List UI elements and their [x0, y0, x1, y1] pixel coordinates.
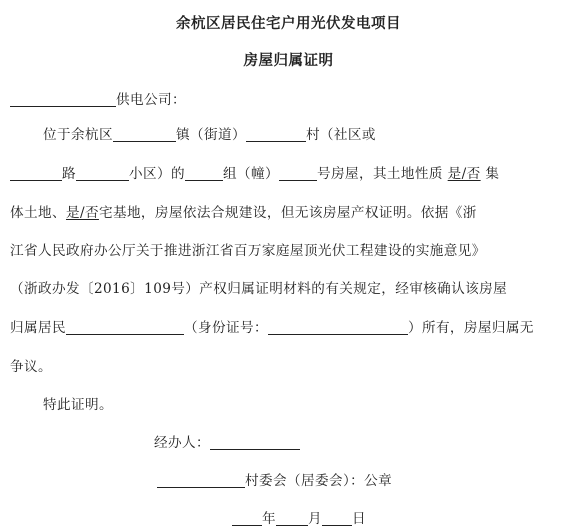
signer-blank[interactable]: [210, 434, 300, 450]
addressee-label: 供电公司：: [116, 92, 186, 108]
regulation-text: （浙政办发〔2016〕109号）产权归属证明材料的有关规定，经审核确认该房屋: [10, 281, 508, 297]
compliance-text: 宅基地，房屋依法合规建设，但无该房屋产权证明。依据《浙: [98, 205, 477, 221]
ownership-text: ）所有，房屋归属无: [407, 320, 534, 336]
village-label: 村（社区或: [305, 127, 376, 143]
group-blank[interactable]: [185, 165, 223, 181]
month-blank[interactable]: [276, 510, 308, 526]
body-line-5: [10, 239, 486, 259]
land-nature-label: 号房屋，其土地性质: [316, 166, 443, 182]
resident-label: 归属居民: [10, 320, 66, 336]
year-label: 年: [262, 511, 276, 527]
land-type-label: 体土地、: [10, 205, 66, 221]
committee-line: [157, 469, 392, 489]
town-label: 镇（街道）: [175, 127, 246, 143]
signer-line: [154, 431, 300, 451]
road-blank[interactable]: [10, 165, 62, 181]
document-title: 余杭区居民住宅户用光伏发电项目: [176, 16, 401, 32]
body-line-4: [10, 201, 477, 221]
community-label: 小区）的: [129, 166, 185, 182]
day-label: 日: [352, 511, 366, 527]
closing-line: [43, 393, 113, 413]
collective-land-option[interactable]: 是/否: [447, 166, 481, 182]
road-label: 路: [62, 166, 76, 182]
policy-reference-text: 江省人民政府办公厅关于推进浙江省百万家庭屋顶光伏工程建设的实施意见》: [10, 243, 486, 259]
no-dispute-text: 争议。: [10, 359, 52, 375]
addressee-line: [10, 88, 186, 108]
address-detail-line: [10, 162, 499, 182]
id-number-blank[interactable]: [268, 319, 408, 335]
body-line-8: [10, 355, 52, 375]
house-number-blank[interactable]: [279, 165, 317, 181]
day-blank[interactable]: [322, 510, 352, 526]
location-prefix: 位于余杭区: [43, 127, 113, 143]
year-blank[interactable]: [232, 510, 262, 526]
owner-line: [10, 316, 534, 336]
resident-name-blank[interactable]: [66, 319, 184, 335]
homestead-option[interactable]: 是/否: [65, 205, 99, 221]
body-line-6: [10, 277, 507, 297]
town-blank[interactable]: [113, 126, 176, 142]
closing-text: 特此证明。: [43, 397, 113, 413]
month-label: 月: [308, 511, 322, 527]
village-blank[interactable]: [246, 126, 306, 142]
committee-seal-label: 村委会（居委会）：公章: [245, 473, 393, 489]
id-number-label: （身份证号：: [183, 320, 268, 336]
document-subtitle: 房屋归属证明: [243, 53, 334, 69]
signer-label: 经办人：: [154, 435, 210, 451]
power-company-blank[interactable]: [10, 91, 116, 107]
community-blank[interactable]: [76, 165, 129, 181]
location-line: [43, 123, 376, 143]
date-line: [232, 507, 366, 527]
collective-label: 集: [485, 166, 500, 182]
committee-blank[interactable]: [157, 472, 245, 488]
group-label: 组（幢）: [222, 166, 279, 182]
